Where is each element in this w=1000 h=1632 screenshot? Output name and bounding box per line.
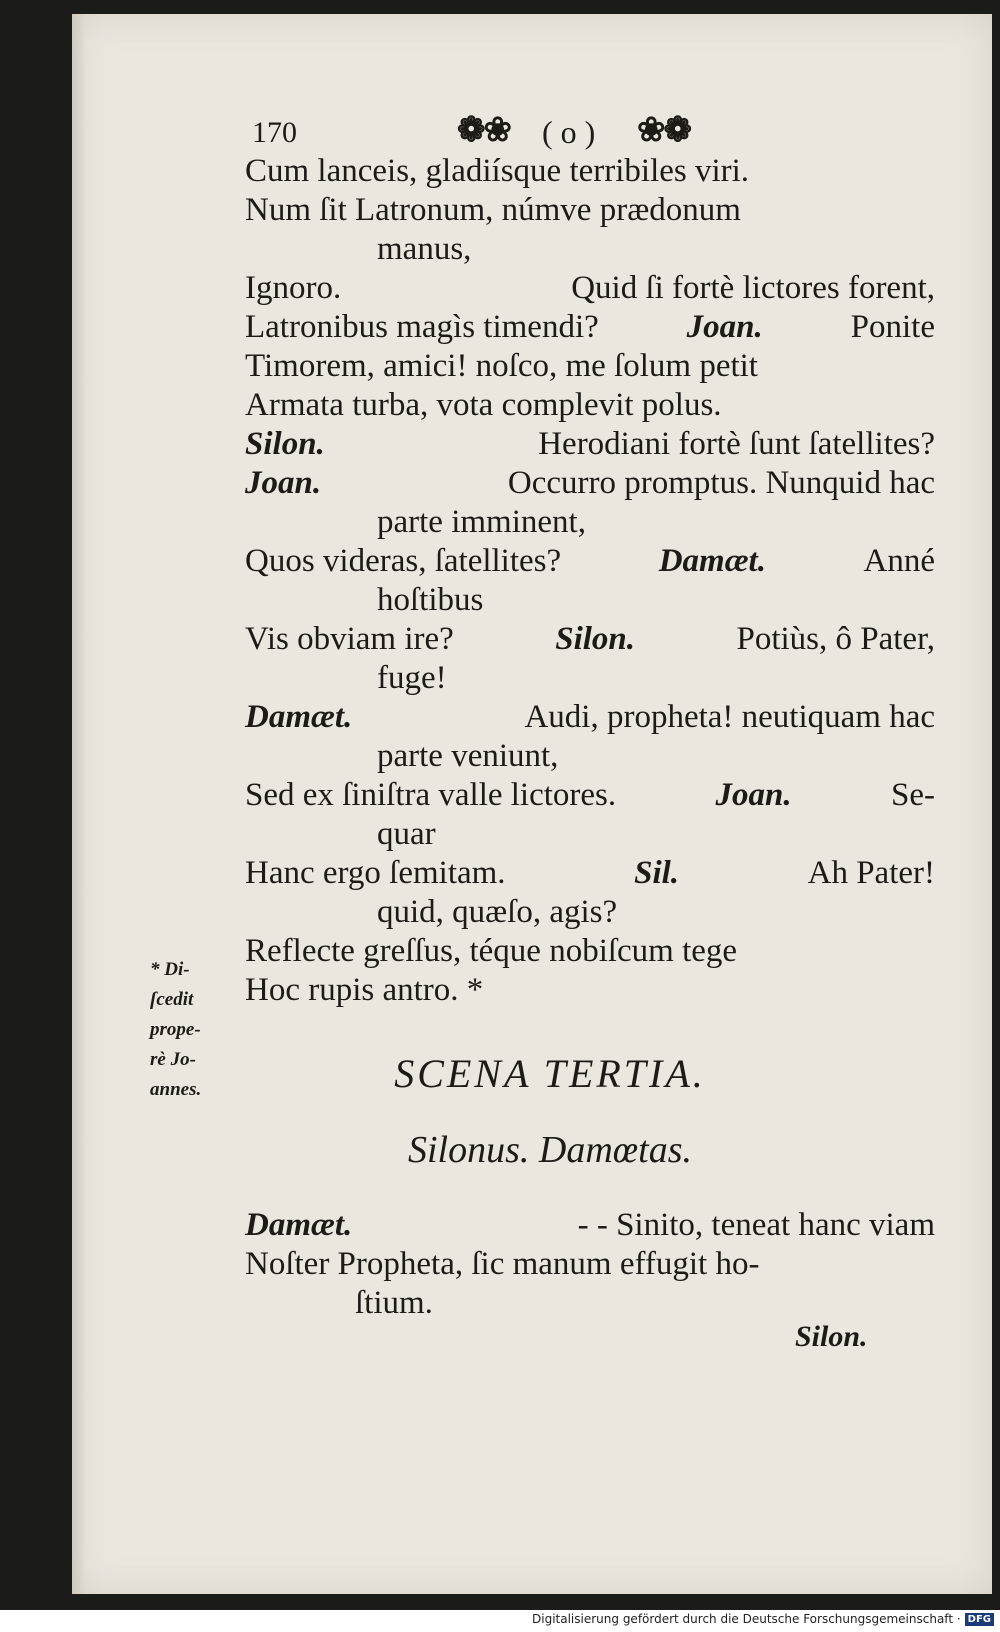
marginal-line: annes. <box>150 1079 202 1100</box>
text-line <box>245 620 935 659</box>
marginal-line: * Di- <box>150 959 190 980</box>
text-line <box>245 464 935 503</box>
text-line <box>245 932 935 971</box>
text-line <box>245 776 935 815</box>
speaker-name: Damæt. <box>658 543 766 579</box>
text-line <box>245 230 935 269</box>
speaker-name: Joan. <box>686 309 763 345</box>
verse-block-top <box>245 152 935 1010</box>
line-segment: Quos videras, ſatellites? <box>245 543 562 579</box>
speaker-name: Silon. <box>245 426 325 462</box>
line-segment: Noſter Propheta, ſic manum effugit ho- <box>245 1246 760 1282</box>
verse-block-bottom <box>245 1206 935 1323</box>
speaker-name: Silon. <box>555 621 636 657</box>
text-line <box>245 347 935 386</box>
line-segment: quar <box>377 816 436 852</box>
text-line <box>245 737 935 776</box>
line-segment: parte veniunt, <box>377 738 559 774</box>
line-segment: Se- <box>891 777 935 813</box>
line-segment: Sed ex ſiniſtra valle lictores. <box>245 777 617 813</box>
text-line <box>245 152 935 191</box>
line-segment: Ponite <box>850 309 935 345</box>
speaker-name: Joan. <box>715 777 792 813</box>
ornament-right-icon: ❀❁ <box>637 112 690 149</box>
line-segment: Ignoro. <box>245 270 342 306</box>
text-line <box>245 1284 935 1323</box>
scene-title: SCENA TERTIA. <box>394 1051 706 1096</box>
text-line <box>245 698 935 737</box>
dfg-logo: DFG <box>965 1613 994 1626</box>
text-line <box>245 659 935 698</box>
marginal-line: prope- <box>150 1019 201 1040</box>
line-segment: quid, quæſo, agis? <box>377 894 618 930</box>
text-line <box>245 269 935 308</box>
speaker-name: Sil. <box>634 855 680 891</box>
line-segment: Hoc rupis antro. * <box>245 972 484 1008</box>
line-segment: parte imminent, <box>377 504 586 540</box>
text-line <box>245 581 935 620</box>
line-segment: Occurro promptus. Nunquid hac <box>507 465 935 501</box>
line-segment: Reflecte greſſus, téque nobiſcum tege <box>245 933 738 969</box>
running-header <box>252 110 722 154</box>
line-segment: Cum lanceis, gladiísque terribiles viri. <box>245 153 750 189</box>
text-line <box>245 308 935 347</box>
text-line <box>245 386 935 425</box>
line-segment: Hanc ergo ſemitam. <box>245 855 506 891</box>
line-segment: ſtium. <box>355 1285 433 1321</box>
catchword: Silon. <box>795 1320 868 1353</box>
line-segment: Anné <box>863 543 935 579</box>
line-segment: Potiùs, ô Pater, <box>736 621 935 657</box>
line-segment: Num ſit Latronum, númve prædonum <box>245 192 741 228</box>
digitization-footer <box>532 1612 994 1626</box>
marginal-line: ſcedit <box>150 989 194 1010</box>
line-segment: manus, <box>377 231 472 267</box>
text-line <box>245 191 935 230</box>
line-segment: Herodiani fortè ſunt ſatellites? <box>538 426 935 462</box>
line-segment: Vis obviam ire? <box>245 621 454 657</box>
line-segment: Armata turba, vota complevit polus. <box>245 387 722 423</box>
text-line <box>245 971 935 1010</box>
line-segment: hoſtibus <box>377 582 484 618</box>
header-center-mark: ( o ) <box>542 114 596 150</box>
text-line <box>245 854 935 893</box>
line-segment: - - Sinito, teneat hanc viam <box>577 1207 935 1243</box>
speaker-name: Joan. <box>245 465 322 501</box>
text-line <box>245 815 935 854</box>
text-line <box>245 893 935 932</box>
ornament-left-icon: ❁❀ <box>457 112 510 149</box>
speaker-name: Damæt. <box>245 699 353 735</box>
text-line <box>245 425 935 464</box>
page-number: 170 <box>252 116 297 149</box>
text-line <box>245 1206 935 1245</box>
text-line <box>245 1245 935 1284</box>
footer-text: Digitalisierung gefördert durch die Deutsche Forschungsgemeinschaft · <box>532 1612 961 1626</box>
marginal-line: rè Jo- <box>150 1049 196 1070</box>
speaker-name: Damæt. <box>245 1207 353 1243</box>
page-gutter-shadow <box>72 14 86 1594</box>
line-segment: Latronibus magìs timendi? <box>245 309 599 345</box>
line-segment: Quid ſi fortè lictores forent, <box>571 270 935 306</box>
text-line <box>245 542 935 581</box>
text-line <box>245 503 935 542</box>
scene-persons: Silonus. Damœtas. <box>408 1129 692 1171</box>
line-segment: Ah Pater! <box>807 855 935 891</box>
line-segment: Audi, propheta! neutiquam hac <box>524 699 935 735</box>
line-segment: Timorem, amici! noſco, me ſolum petit <box>245 348 758 384</box>
line-segment: fuge! <box>377 660 447 696</box>
